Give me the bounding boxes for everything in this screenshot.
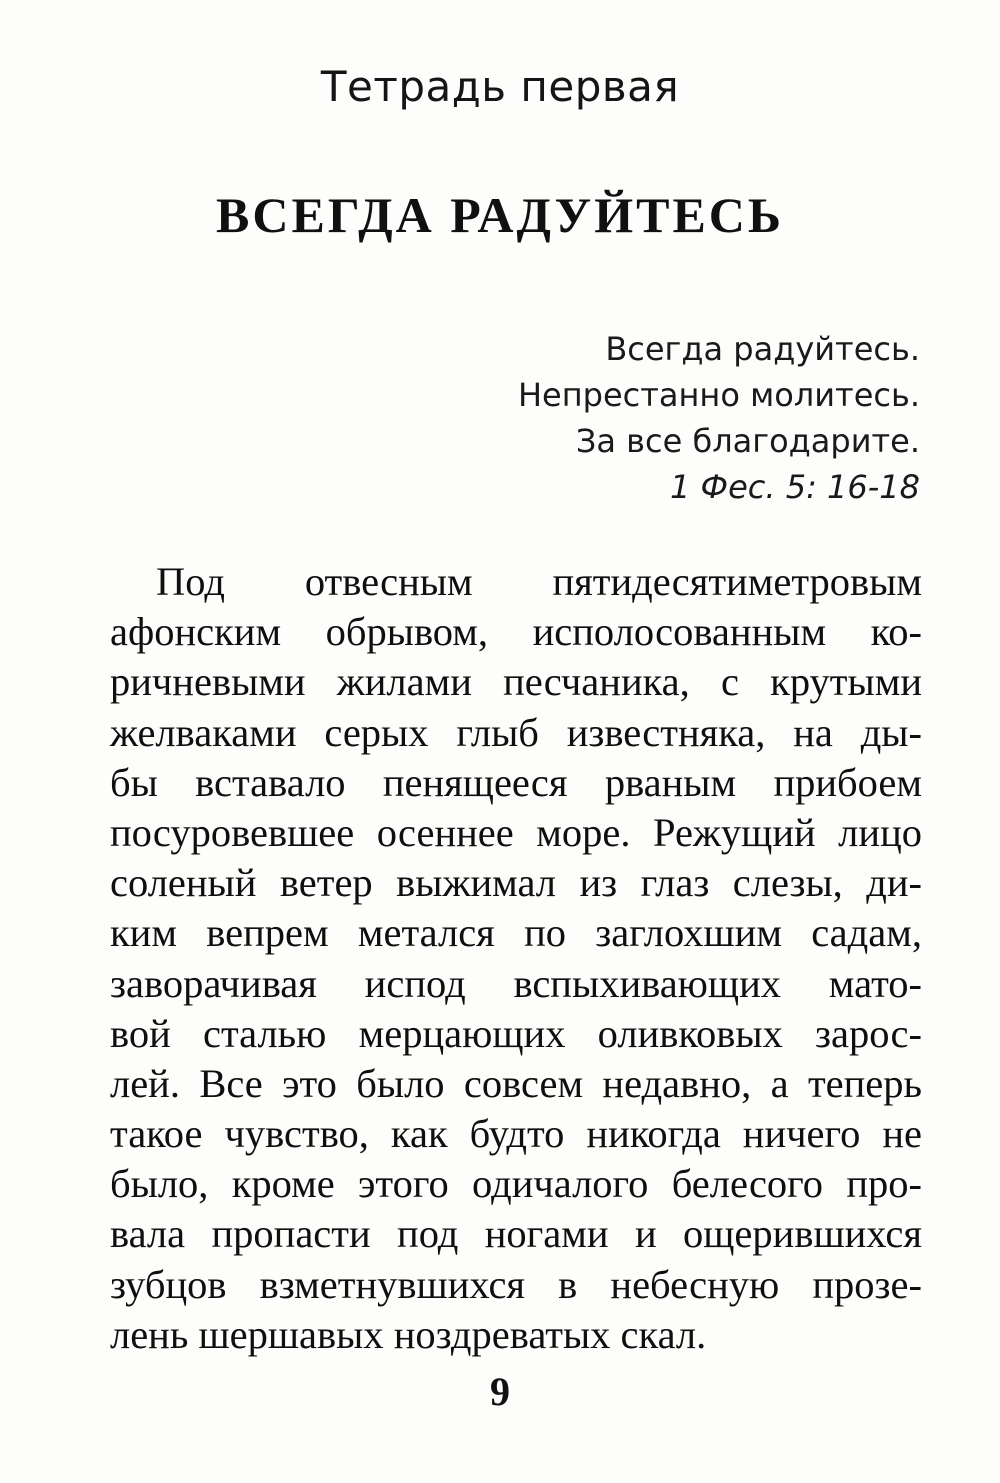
epigraph-line: Непрестанно молитесь. xyxy=(517,376,920,414)
paragraph-line: вой сталью мерцающих оливковых зарос- xyxy=(110,1010,922,1056)
paragraph-line: зубцов взметнувшихся в небесную прозе- xyxy=(110,1261,922,1307)
section-title: Тетрадь первая xyxy=(320,62,680,111)
chapter-title: ВСЕГДА РАДУЙТЕСЬ xyxy=(216,187,784,243)
epigraph xyxy=(518,326,920,510)
paragraph-line: бы вставало пенящееся рваным прибоем xyxy=(110,759,922,805)
page-number: 9 xyxy=(490,1369,510,1414)
paragraph-line: соленый ветер выжимал из глаз слезы, ди- xyxy=(110,860,922,906)
paragraph-line: лей. Все это было совсем недавно, а теперь xyxy=(110,1060,922,1106)
paragraph-line: лень шершавых ноздреватых скал. xyxy=(110,1311,707,1357)
paragraph-line: было, кроме этого одичалого белесого про- xyxy=(110,1161,922,1207)
paragraph-line: посуровевшее осеннее море. Режущий лицо xyxy=(110,809,922,855)
paragraph-line: афонским обрывом, исполосованным ко- xyxy=(110,609,922,655)
paragraph-line: ким вепрем метался по заглохшим садам, xyxy=(110,910,922,956)
body-paragraph xyxy=(110,557,922,1360)
paragraph-line: ричневыми жилами песчаника, с крутыми xyxy=(110,659,922,705)
paragraph-line: заворачивая испод вспыхивающих мато- xyxy=(110,960,922,1006)
paragraph-line: такое чувство, как будто никогда ничего не xyxy=(110,1111,922,1157)
paragraph-line: вала пропасти под ногами и ощерившихся xyxy=(110,1211,922,1257)
epigraph-reference: 1 Фес. 5: 16-18 xyxy=(670,468,920,506)
paragraph-line: Под отвесным пятидесятиметровым xyxy=(156,559,922,604)
epigraph-line: Всегда радуйтесь. xyxy=(605,330,920,368)
epigraph-line: За все благодарите. xyxy=(575,422,920,460)
paragraph-line: желваками серых глыб известняка, на ды- xyxy=(110,709,922,755)
